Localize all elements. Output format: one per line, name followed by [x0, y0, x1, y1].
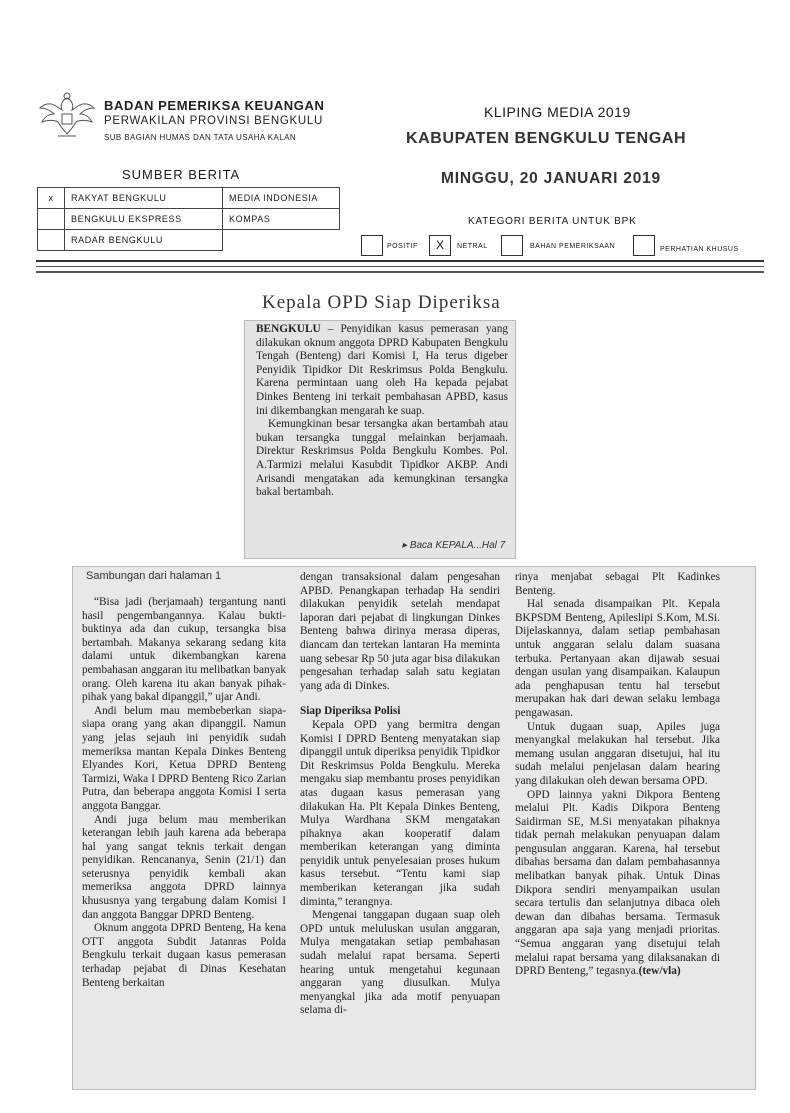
category-checkbox-positif[interactable] [361, 235, 383, 256]
category-label: POSITIF [387, 243, 418, 250]
continuation-col-1 [82, 596, 286, 990]
source-name: RAKYAT BENGKULU [65, 188, 223, 209]
lead-paragraph: Kemungkinan besar tersangka akan bertambah atau bukan tersangka tunggal melainkan berjamaah. Direktur Reskrimsus Polda Bengkulu Kombes. Pol. A.Tarmizi melalui Kasubdit Tipidkor AKBP. Andi Arisandi mengatakan ada kemungkinan tersangka bakal bertambah. [256, 418, 508, 499]
body-paragraph: dengan transaksional dalam pengesahan APBD. Penangkapan terhadap Ha sendiri dilakukan penyidik setelah mendapat laporan dari pejabat di lingkungan Dinkes Benteng bahwa dirinya merasa diperas, diancam dan tertekan lantaran Ha meminta uang sebesar Rp 50 juta agar bisa dilakukan pengesahan terhadap salah satu kegiatan yang ada di Dinkes. [300, 571, 500, 692]
source-row [38, 230, 340, 251]
publication-date: MINGGU, 20 JANUARI 2019 [441, 170, 661, 187]
dateline: BENGKULU [256, 323, 321, 335]
article-lead [256, 323, 508, 500]
body-paragraph: Untuk dugaan suap, Apiles juga menyangkal melakukan hal tersebut. Jika memang usulan anggaran disetujui, hal itu sudah melalui penjelasan dalam hearing yang dilakukan oleh dewan bersama OPD. [515, 720, 720, 787]
body-paragraph [515, 789, 720, 979]
source-name: RADAR BENGKULU [65, 230, 223, 251]
category-checkbox-netral[interactable]: X [429, 235, 451, 256]
garuda-emblem-logo [36, 88, 98, 146]
kliping-title: KLIPING MEDIA 2019 [484, 104, 631, 120]
category-title: KATEGORI BERITA UNTUK BPK [468, 216, 637, 227]
article-title: Kepala OPD Siap Diperiksa [262, 292, 501, 313]
body-paragraph: Mengenai tanggapan dugaan suap oleh OPD untuk meluluskan usulan anggaran, Mulya mengatakan setiap pembahasan sudah melalui rapat bersama. Seperti hearing untuk mengetahui kegunaan anggaran yang diusulkan. Mulya menyangkal jika ada motif penyuapan selama di- [300, 909, 500, 1017]
body-paragraph: Oknum anggota DPRD Benteng, Ha kena OTT anggota Subdit Jatanras Polda Bengkulu terkait dugaan kasus pemerasan terhadap pejabat di Dinas Kesehatan Benteng berkaitan [82, 922, 286, 989]
continuation-label: Sambungan dari halaman 1 [86, 570, 222, 582]
continue-link[interactable] [402, 540, 505, 551]
body-paragraph: Hal senada disampaikan Plt. Kepala BKPSDM Benteng, Apileslipi S.Kom, M.Si. Dijelaskannya, dalam setiap pembahasan untuk anggaran selalu dalam suasana terbuka. Pertanyaan akan dijawab sesuai dengan usulan yang disampaikan. Kalaupun ada penghapusan tentu hal tersebut merupakan hak dari dewan selaku lembaga pengawasan. [515, 598, 720, 719]
source-row [38, 209, 340, 230]
category-label: BAHAN PEMERIKSAAN [530, 243, 616, 250]
category-checkbox-perhatian[interactable] [633, 235, 655, 256]
body-paragraph: Andi juga belum mau memberikan keterangan lebih jauh karena ada beberapa hal yang sangat teknis terkait dengan penyidikan. Rencananya, Senin (21/1) dan seterusnya penyidik kembali akan memeriksa anggota DPRD lainnya khususnya yang tergabung dalam Komisi I dan anggota Banggar DPRD Benteng. [82, 813, 286, 921]
body-text: OPD lainnya yakni Dikpora Benteng melalui Plt. Kadis Dikpora Benteng Saidirman SE, M.Si menyatakan pihaknya tidak pernah melakukan penyuapan dalam pengusulan anggaran. Karena, hal tersebut dibahas bersama dan dalam pembahasannya melibatkan banyak pihak. Untuk Dinas Dikpora sendiri menyampaikan usulan secara tertulis dan selanjutnya dibaca oleh dewan dan dibahas bersama. Termasuk anggaran apa saja yang menjadi prioritas. “Semua anggaran yang disetujui telah melalui rapat bersama yang dilaksanakan di DPRD Benteng,” tegasnya. [515, 788, 720, 978]
category-label: PERHATIAN KHUSUS [660, 246, 739, 253]
category-label: NETRAL [457, 243, 488, 250]
source-name [223, 230, 340, 251]
divider [36, 271, 764, 273]
arrow-right-icon: ▸ [402, 540, 410, 551]
continue-text: Baca KEPALA...Hal 7 [409, 540, 506, 551]
body-paragraph: Andi belum mau membeberkan siapa-siapa orang yang akan dipanggil. Namun yang jelas sejauh ini penyidik sudah memeriksa mantan Kepala Dinkes Benteng Elyandes Kori, Ketua DPRD Benteng Tarmizi, Waka I DPRD Benteng Rico Zarian Putra, dan beberapa anggota Komisi I serta anggota Banggar. [82, 704, 286, 812]
byline: (tew/vla) [638, 965, 681, 978]
body-paragraph: Kepala OPD yang bermitra dengan Komisi I DPRD Benteng menyatakan siap dipanggil untuk diperiksa penyidik Tipidkor Dit Reskrimsus Polda Bengkulu. Mereka mengaku siap membantu proses penyidikan atas dugaan kasus pemerasan yang dilakukan Ha. Plt Kepala Dinkes Benteng, Mulya Wardhana SKM mengatakan pihaknya akan kooperatif dalam memberikan keterangan yang diminta penyidik untuk penyelesaian proses hukum kasus tersebut. “Tentu kami siap memberikan keterangan jika sudah diminta,” terangnya. [300, 718, 500, 908]
divider [36, 260, 764, 262]
subheading: Siap Diperiksa Polisi [300, 705, 401, 718]
source-mark [38, 209, 65, 230]
org-division: PERWAKILAN PROVINSI BENGKULU [104, 115, 323, 127]
source-name: BENGKULU EKSPRESS [65, 209, 223, 230]
lead-text: – Penyidikan kasus pemerasan yang dilakukan oknum anggota DPRD Kabupaten Bengkulu Tengah (Benteng) dari Komisi I, Ha terus digeber Penyidik Tipidkor Dit Reskrimsus Polda Bengkulu. Karena permintaan uang oleh Ha kepada pejabat Dinkes Benteng ini terkait pembahasan APBD, kasus ini dikembangkan mengarah ke suap. [256, 323, 508, 417]
source-mark [38, 230, 65, 251]
body-paragraph: rinya menjabat sebagai Plt Kadinkes Benteng. [515, 571, 720, 597]
category-checkbox-bahan[interactable] [501, 235, 523, 256]
source-name: MEDIA INDONESIA [223, 188, 340, 209]
lead-paragraph [256, 323, 508, 418]
body-paragraph: “Bisa jadi (berjamaah) tergantung nanti hasil pengembangannya. Kalau bukti-buktinya ada dan cukup, tersangka bisa bertambah. Makanya sekarang sedang kita dalami untuk dikembangkan karena pembahasan anggaran itu melibatkan banyak orang. Oleh karena itu akan banyak pihak-pihak yang bakal dipanggil,” ujar Andi. [82, 596, 286, 704]
continuation-col-3 [515, 571, 720, 979]
continuation-col-2 [300, 571, 500, 1018]
sources-title: SUMBER BERITA [122, 167, 241, 182]
org-name: BADAN PEMERIKSA KEUANGAN [104, 98, 325, 113]
source-name: KOMPAS [223, 209, 340, 230]
divider [36, 266, 764, 267]
region-title: KABUPATEN BENGKULU TENGAH [406, 130, 687, 147]
source-row [38, 188, 340, 209]
sources-table [37, 187, 340, 251]
org-subdivision: SUB BAGIAN HUMAS DAN TATA USAHA KALAN [104, 133, 297, 142]
source-mark: x [38, 188, 65, 209]
